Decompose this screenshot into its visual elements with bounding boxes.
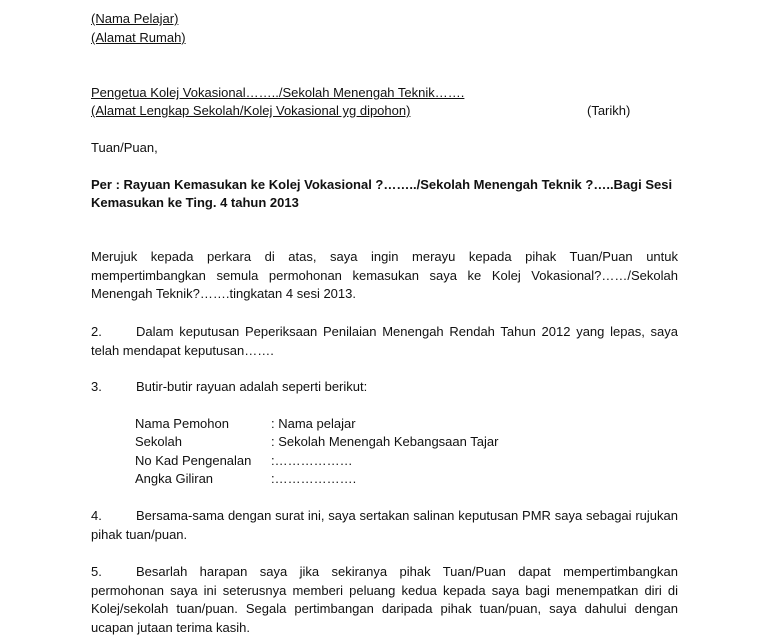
detail-value-sekolah: : Sekolah Menengah Kebangsaan Tajar [271,434,499,449]
recipient-address: (Alamat Lengkap Sekolah/Kolej Vokasional yg dipohon) [91,103,411,118]
paragraph-5-number: 5. [91,564,102,579]
paragraph-4 [91,507,678,544]
paragraph-3-text: Butir-butir rayuan adalah seperti berikut: [136,379,368,394]
paragraph-5-text: Besarlah harapan saya jika sekiranya pihak Tuan/Puan dapat mempertimbangkan permohonan saya ini seterusnya memberi peluang kedua kepada saya bagi menempatkan diri di Kolej/sekolah tuan/puan. Segala pertimbangan daripada pihak tuan/puan, saya dahului dengan ucapan jutaan terima kasih. [91,564,678,635]
paragraph-2-number: 2. [91,324,102,339]
salutation: Tuan/Puan, [91,140,158,155]
letter-date: (Tarikh) [587,103,631,118]
paragraph-4-number: 4. [91,508,102,523]
subject-line-1: Per : Rayuan Kemasukan ke Kolej Vokasional ?……../Sekolah Menengah Teknik ?…..Bagi Sesi [91,177,673,192]
detail-label-no-kad-pengenalan: No Kad Pengenalan [135,453,252,468]
paragraph-1: Merujuk kepada perkara di atas, saya ingin merayu kepada pihak Tuan/Puan untuk mempertimbangkan semula permohonan kemasukan saya ke Kolej Vokasional?……/Sekolah Menengah Teknik?…….tingkatan 4 sesi 2013. [91,249,678,301]
paragraph-3-number: 3. [91,379,102,394]
detail-label-angka-giliran: Angka Giliran [135,471,214,486]
detail-label-nama-pemohon: Nama Pemohon [135,416,229,431]
paragraph-2 [91,323,678,360]
detail-value-angka-giliran: :………………. [271,471,357,486]
sender-name: (Nama Pelajar) [91,11,179,26]
detail-value-no-kad-pengenalan: :……………… [271,453,353,468]
detail-label-sekolah: Sekolah [135,434,182,449]
subject-line-2: Kemasukan ke Ting. 4 tahun 2013 [91,195,299,210]
sender-address: (Alamat Rumah) [91,30,186,45]
paragraph-3 [91,378,678,397]
detail-value-nama-pemohon: : Nama pelajar [271,416,356,431]
recipient-title: Pengetua Kolej Vokasional……../Sekolah Menengah Teknik……. [91,85,465,100]
paragraph-2-text: Dalam keputusan Peperiksaan Penilaian Menengah Rendah Tahun 2012 yang lepas, saya telah mendapat keputusan……. [91,324,678,358]
paragraph-4-text: Bersama-sama dengan surat ini, saya sertakan salinan keputusan PMR saya sebagai rujukan pihak tuan/puan. [91,508,678,542]
paragraph-5 [91,563,678,637]
